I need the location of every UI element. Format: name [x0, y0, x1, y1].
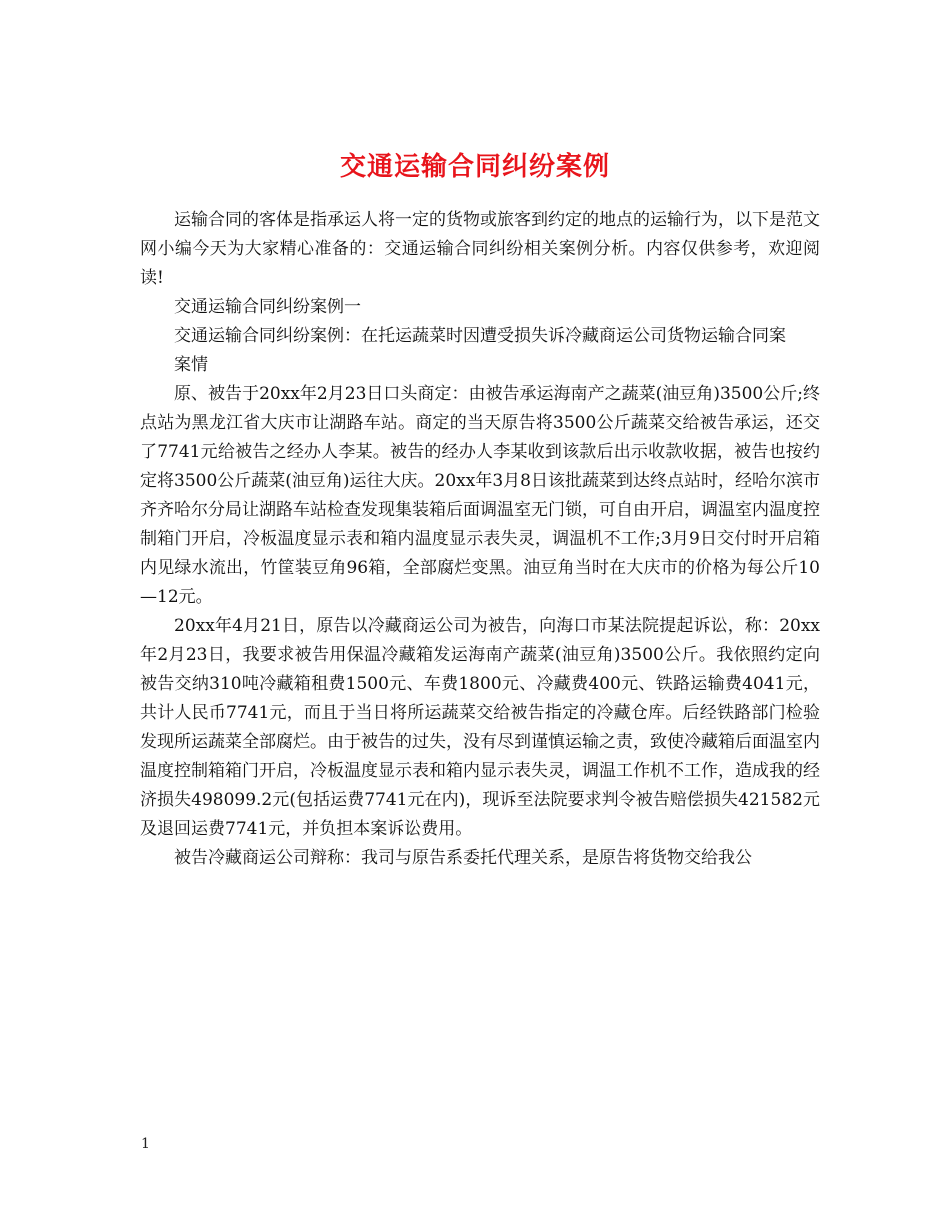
paragraph-facts: 原、被告于20xx年2月23日口头商定：由被告承运海南产之蔬菜(油豆角)3500公斤;终点站为黑龙江省大庆市让湖路车站。商定的当天原告将3500公斤蔬菜交给被告承运，还交了7741元给被告之经办人李某。被告的经办人李某收到该款后出示收款收据，被告也按约定将3500公斤蔬菜(油豆角)运往大庆。20xx年3月8日该批蔬菜到达终点站时，经哈尔滨市齐齐哈尔分局让湖路车站检查发现集装箱后面调温室无门锁，可自由开启，调温室内温度控制箱门开启，冷板温度显示表和箱内温度显示表失灵，调温机不工作;3月9日交付时开启箱内见绿水流出，竹筐装豆角96箱，全部腐烂变黑。油豆角当时在大庆市的价格为每公斤10—12元。: [140, 384, 820, 607]
paragraph-intro: 运输合同的客体是指承运人将一定的货物或旅客到约定的地点的运输行为，以下是范文网小编今天为大家精心准备的：交通运输合同纠纷相关案例分析。内容仅供参考，欢迎阅读!: [140, 210, 820, 288]
paragraph-facts-heading: 案情: [174, 355, 208, 375]
paragraph-lawsuit: 20xx年4月21日，原告以冷藏商运公司为被告，向海口市某法院提起诉讼，称：20xx年2月23日，我要求被告用保温冷藏箱发运海南产蔬菜(油豆角)3500公斤。我依照约定向被告交纳310吨冷藏箱租费1500元、车费1800元、冷藏费400元、铁路运输费4041元，共计人民币7741元，而且于当日将所运蔬菜交给被告指定的冷藏仓库。后经铁路部门检验发现所运蔬菜全部腐烂。由于被告的过失，没有尽到谨慎运输之责，致使冷藏箱后面温室内温度控制箱箱门开启，冷板温度显示表和箱内显示表失灵，调温工作机不工作，造成我的经济损失498099.2元(包括运费7741元在内)，现诉至法院要求判令被告赔偿损失421582元及退回运费7741元，并负担本案诉讼费用。: [140, 616, 820, 839]
paragraph-case-heading: 交通运输合同纠纷案例一: [174, 297, 361, 317]
page-number: 1: [141, 1136, 150, 1152]
paragraph-case-title: 交通运输合同纠纷案例：在托运蔬菜时因遭受损失诉冷藏商运公司货物运输合同案: [174, 326, 786, 346]
document-body: [140, 206, 820, 873]
paragraph-defense: 被告冷藏商运公司辩称：我司与原告系委托代理关系，是原告将货物交给我公: [174, 848, 752, 868]
document-title: 交通运输合同纠纷案例: [339, 152, 610, 183]
